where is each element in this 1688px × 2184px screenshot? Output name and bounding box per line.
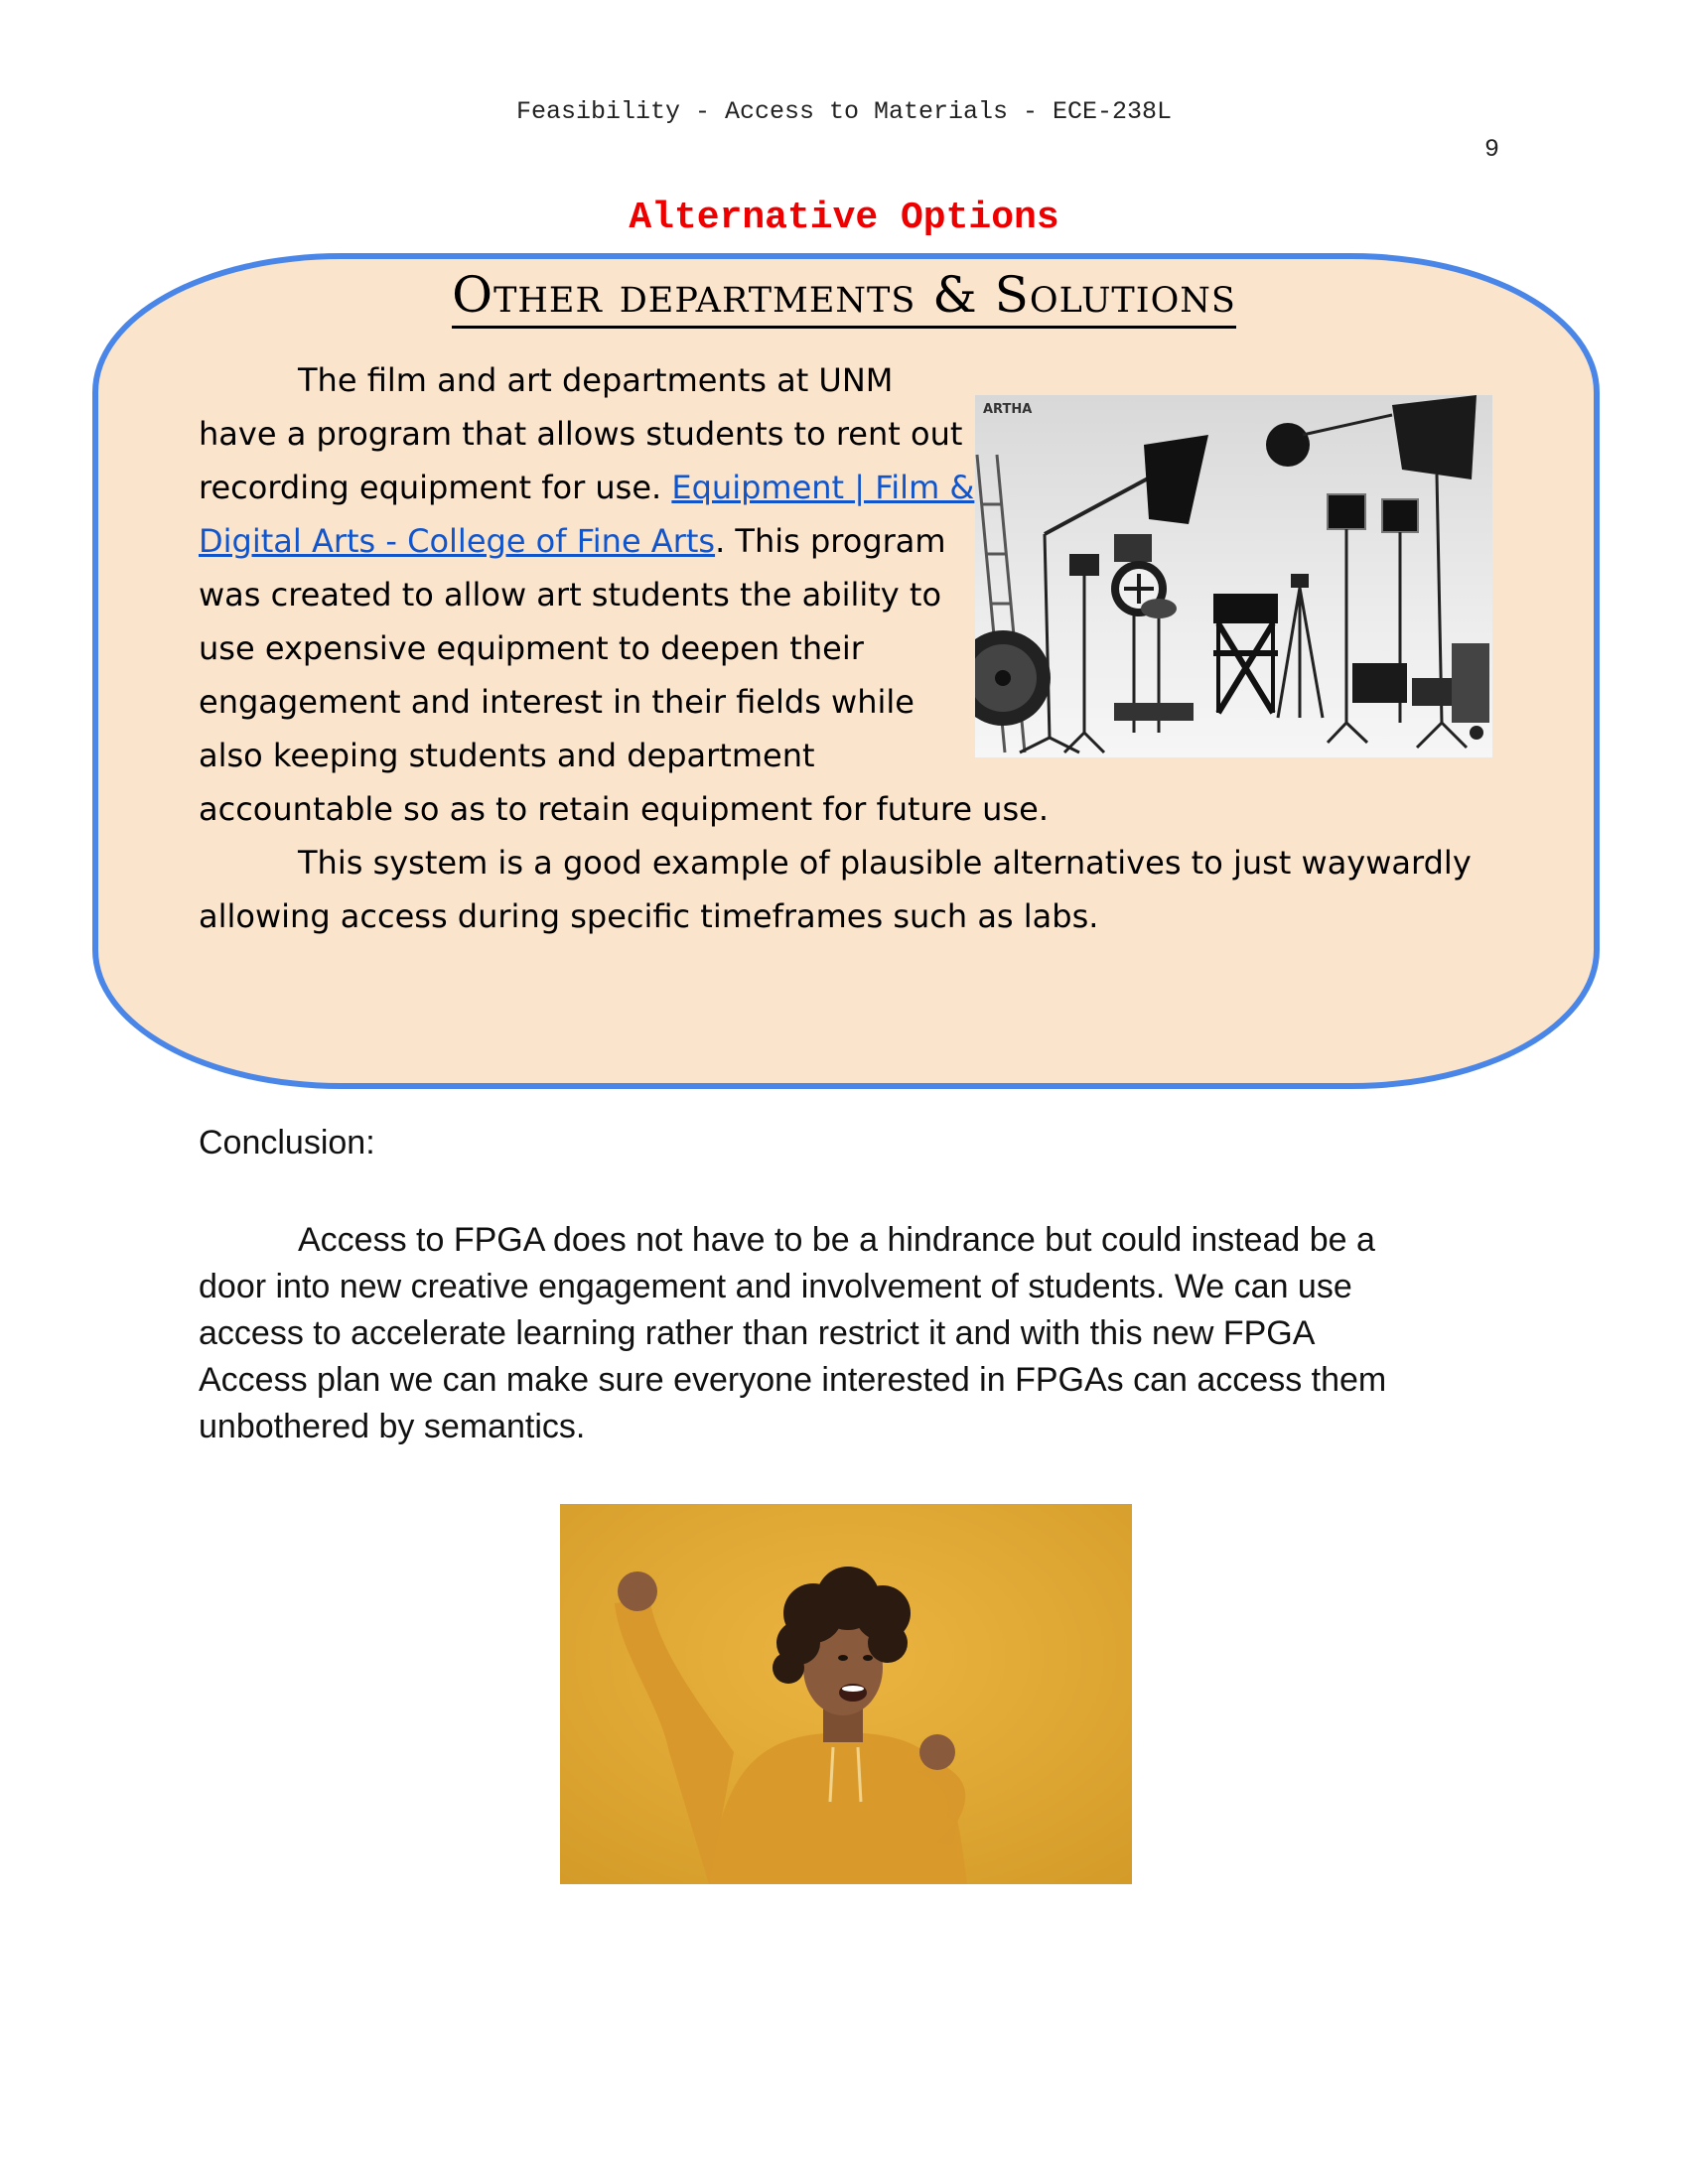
text-line: accountable so as to retain equipment for future use. [199,790,1049,828]
text-line: also keeping students and department [199,737,815,774]
text-line [199,514,946,568]
artha-watermark: ARTHA [983,402,1033,417]
conclusion-paragraph [199,1217,1509,1455]
text-line: Access to FPGA does not have to be a hindrance but could instead be a [298,1221,1375,1259]
text-line: was created to allow art students the ability to [199,576,942,614]
text-line: The film and art departments at UNM [298,361,894,399]
text-line: access to accelerate learning rather than restrict it and with this new FPGA [199,1314,1316,1352]
text-line: engagement and interest in their fields while [199,683,914,721]
conclusion-label: Conclusion: [199,1124,375,1161]
callout-title [0,266,1688,324]
film-equipment-photo [975,395,1492,757]
text-line: This system is a good example of plausible alternatives to just waywardly [298,844,1472,882]
text-line: allowing access during specific timeframes such as labs. [199,897,1099,935]
fine-arts-link[interactable]: Digital Arts - College of Fine Arts [199,522,716,560]
text-run: . This program [715,522,946,560]
text-line: have a program that allows students to rent out [199,415,963,453]
equipment-link[interactable]: Equipment | Film & [671,469,975,506]
section-heading: Alternative Options [629,197,1059,239]
text-run: recording equipment for use. [199,469,672,506]
text-line: use expensive equipment to deepen their [199,629,864,667]
page-number: 9 [1483,135,1499,164]
running-header: Feasibility - Access to Materials - ECE-238L [515,97,1173,126]
text-line: door into new creative engagement and involvement of students. We can use [199,1268,1352,1305]
callout-title-text: Other departments & Solutions [452,266,1236,329]
text-line: unbothered by semantics. [199,1408,586,1445]
text-line: Access plan we can make sure everyone interested in FPGAs can access them [199,1361,1387,1399]
celebrating-person-photo [560,1504,1132,1884]
text-line [199,461,974,514]
